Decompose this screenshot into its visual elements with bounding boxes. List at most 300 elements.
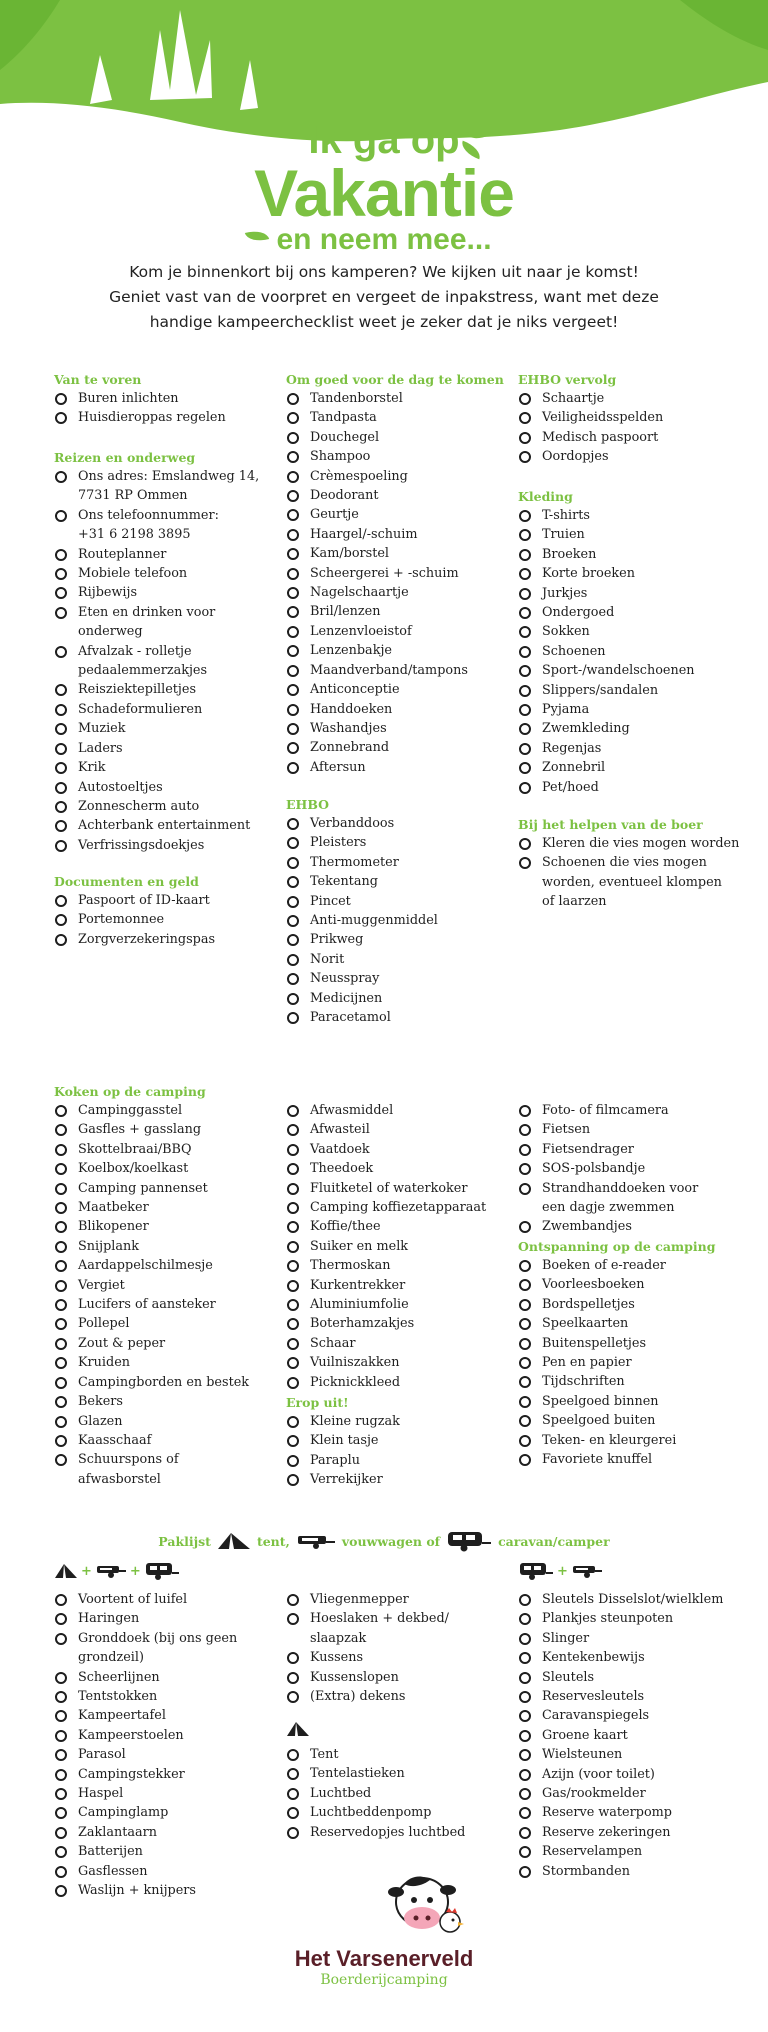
checklist-item-label: Fietsendrager (542, 1141, 634, 1157)
checklist-item[interactable] (286, 1295, 516, 1314)
checklist-item[interactable] (518, 1590, 748, 1609)
intro-line: Kom je binnenkort bij ons kamperen? We kijken uit naar je komst! (129, 263, 639, 281)
checklist-item-label: Aardappelschilmesje (78, 1258, 213, 1274)
checklist-item[interactable] (286, 583, 516, 602)
checklist-item-label: een dagje zwemmen (542, 1200, 675, 1216)
checklist (518, 1590, 748, 1881)
checklist-item-label: Douchegel (310, 429, 380, 445)
checklist-item[interactable] (286, 447, 516, 466)
checklist-item-label: Pincet (310, 893, 351, 909)
section-title: Documenten en geld (54, 874, 199, 889)
checklist-item[interactable] (54, 1431, 284, 1450)
checklist-item-label: Regenjas (542, 740, 602, 756)
checklist-item[interactable] (286, 428, 516, 447)
checklist-item[interactable] (54, 1881, 284, 1900)
checklist-item-label: Verfrissingsdoekjes (78, 837, 205, 853)
checklist-item[interactable] (54, 1706, 284, 1725)
checklist-item-label: Broeken (542, 546, 597, 562)
checklist-item-label: Luchtbed (310, 1785, 372, 1801)
section-title: Erop uit! (286, 1395, 349, 1410)
section-uitstapjes (518, 1101, 748, 1237)
checklist-item[interactable] (286, 680, 516, 699)
checklist-item-label: Anticonceptie (310, 682, 400, 698)
brand-subtitle: Boerderijcamping (320, 1972, 448, 1988)
section-paklijst-caravan (518, 1590, 748, 1881)
checklist-item[interactable] (286, 408, 516, 427)
checklist-item-label: Speelgoed binnen (542, 1393, 659, 1409)
checklist-item[interactable] (54, 910, 284, 929)
checklist-item-label: Ondergoed (542, 605, 615, 621)
checklist-item[interactable] (54, 506, 284, 545)
checklist (518, 834, 748, 912)
checklist-item[interactable] (286, 1314, 516, 1333)
checklist-item[interactable] (54, 1629, 284, 1668)
checklist-item-label: Zonnebrand (310, 740, 390, 756)
checklist-item[interactable] (286, 1745, 516, 1764)
checklist-item-label: Zaklantaarn (78, 1824, 157, 1840)
checklist-item[interactable] (518, 1217, 748, 1236)
section-title: Koken op de camping (54, 1084, 206, 1099)
checklist-item[interactable] (518, 545, 748, 564)
checklist-item-label: Maatbeker (78, 1200, 149, 1216)
checklist-item[interactable] (54, 1237, 284, 1256)
checklist-item[interactable] (54, 545, 284, 564)
checklist-item[interactable] (286, 564, 516, 583)
checklist-item[interactable] (54, 700, 284, 719)
checklist-item[interactable] (286, 1609, 516, 1648)
checklist-item[interactable] (286, 700, 516, 719)
checklist-item[interactable] (286, 1008, 516, 1027)
checklist-item-label: Schoenen die vies mogen (542, 855, 707, 871)
checklist-item[interactable] (518, 1803, 748, 1822)
checklist (286, 1745, 516, 1842)
checklist-item-label: Sleutels (542, 1669, 595, 1685)
section-title: Om goed voor de dag te komen (286, 372, 504, 387)
checklist-item[interactable] (518, 1431, 748, 1450)
checklist-item-label: Bordspelletjes (542, 1296, 635, 1312)
checklist-item[interactable] (54, 408, 284, 427)
checklist-item[interactable] (286, 758, 516, 777)
checklist-item[interactable] (54, 1159, 284, 1178)
section-erop-uit (286, 1393, 516, 1490)
checklist-item[interactable] (54, 1334, 284, 1353)
checklist-item[interactable] (54, 583, 284, 602)
checklist-item-label: Kleren die vies mogen worden (542, 836, 740, 851)
checklist-item-label: Glazen (78, 1413, 123, 1429)
checklist-item-label: Foto- of filmcamera (542, 1103, 669, 1118)
brand-logo (0, 1946, 768, 1988)
checklist (518, 389, 748, 467)
checklist-item[interactable] (518, 853, 748, 911)
checklist-item-label: Parasol (78, 1747, 126, 1763)
section-title: Kleding (518, 489, 573, 504)
checklist-item[interactable] (518, 700, 748, 719)
checklist-item-label: Krik (78, 760, 106, 776)
checklist-item-label: Boterhamzakjes (310, 1316, 415, 1332)
checklist-item[interactable] (54, 836, 284, 855)
checklist-item[interactable] (54, 1198, 284, 1217)
checklist-item-label: Vliegenmepper (310, 1592, 409, 1607)
checklist-item[interactable] (286, 1179, 516, 1198)
checklist-item[interactable] (54, 1256, 284, 1275)
intro-line: handige kampeerchecklist weet je zeker dat je niks vergeet! (149, 313, 619, 331)
checklist-item[interactable] (54, 719, 284, 738)
checklist-item[interactable] (54, 1450, 284, 1489)
checklist-item[interactable] (518, 1256, 748, 1275)
all-types-icons (54, 1562, 180, 1580)
checklist-item[interactable] (518, 758, 748, 777)
checklist-item[interactable] (54, 603, 284, 642)
checklist-item[interactable] (286, 602, 516, 621)
checklist-item-label: Truien (542, 527, 585, 543)
checklist-item-label: Klein tasje (310, 1433, 379, 1449)
title-line-1: Ik ga op (308, 118, 460, 162)
section-title: Ontspanning op de camping (518, 1239, 716, 1254)
checklist-item-label: Medisch paspoort (542, 429, 659, 445)
checklist-item[interactable] (286, 892, 516, 911)
checklist (286, 1412, 516, 1490)
checklist-item[interactable] (518, 661, 748, 680)
checklist-item[interactable] (54, 1179, 284, 1198)
checklist-item-label: Kam/borstel (310, 546, 390, 562)
checklist-item-label: Norit (310, 951, 345, 967)
checklist-item-label: Schaar (310, 1335, 356, 1351)
checklist-item[interactable] (518, 447, 748, 466)
checklist-item[interactable] (286, 1101, 516, 1120)
section-van-te-voren (54, 370, 284, 428)
checklist-item-label: Zonnebril (542, 760, 606, 776)
section-paklijst-slapen (286, 1590, 516, 1706)
checklist-item[interactable] (54, 1687, 284, 1706)
checklist-item[interactable] (518, 681, 748, 700)
checklist (286, 389, 516, 777)
checklist-item[interactable] (54, 1412, 284, 1431)
section-reizen-en-onderweg (54, 448, 284, 855)
checklist-item-label: Favoriete knuffel (542, 1452, 653, 1468)
checklist (518, 506, 748, 797)
checklist-item[interactable] (518, 1823, 748, 1842)
checklist-item-label: Tentelastieken (310, 1766, 405, 1782)
checklist-item[interactable] (54, 816, 284, 835)
checklist-item[interactable] (286, 853, 516, 872)
checklist-item-label: afwasborstel (78, 1471, 161, 1487)
checklist-item[interactable] (286, 544, 516, 563)
checklist-item[interactable] (518, 408, 748, 427)
checklist-item-label: Handdoeken (310, 701, 393, 717)
checklist-item[interactable] (518, 1372, 748, 1391)
checklist-item-label: Reserve zekeringen (542, 1824, 671, 1840)
checklist-item[interactable] (286, 950, 516, 969)
checklist-item[interactable] (54, 467, 284, 506)
checklist-item[interactable] (54, 1745, 284, 1764)
checklist-item[interactable] (286, 930, 516, 949)
checklist-item[interactable] (518, 1842, 748, 1861)
checklist-item[interactable] (518, 719, 748, 738)
checklist-item-label: Afvalzak - rolletje (78, 643, 192, 659)
checklist-item-label: Afwasmiddel (310, 1103, 394, 1118)
checklist-item[interactable] (286, 1648, 516, 1667)
checklist-item-label: Pollepel (78, 1316, 130, 1332)
checklist-item[interactable] (54, 680, 284, 699)
checklist-item[interactable] (286, 1256, 516, 1275)
checklist-item[interactable] (518, 506, 748, 525)
checklist-item[interactable] (54, 1862, 284, 1881)
checklist-item[interactable] (286, 1668, 516, 1687)
checklist-item[interactable] (518, 739, 748, 758)
checklist-item-label: Camping pannenset (78, 1180, 208, 1196)
title-line-3: en neem mee... (276, 223, 492, 256)
checklist-item-label: Plankjes steunpoten (542, 1611, 674, 1627)
checklist-item[interactable] (518, 1101, 748, 1120)
checklist (286, 1590, 516, 1706)
checklist-item[interactable] (286, 1470, 516, 1489)
checklist-item[interactable] (54, 739, 284, 758)
checklist-item-label: Pen en papier (542, 1355, 632, 1371)
checklist-item[interactable] (518, 1120, 748, 1139)
checklist-item[interactable] (54, 1803, 284, 1822)
checklist-item[interactable] (518, 1334, 748, 1353)
checklist-item[interactable] (286, 622, 516, 641)
section-paklijst-tent (286, 1745, 516, 1842)
checklist-item[interactable] (54, 778, 284, 797)
checklist-item[interactable] (518, 1668, 748, 1687)
checklist-item[interactable] (54, 1120, 284, 1139)
checklist-item-label: Slippers/sandalen (542, 682, 659, 698)
section-kleding (518, 487, 748, 797)
checklist-item[interactable] (518, 1159, 748, 1178)
checklist-item[interactable] (518, 1275, 748, 1294)
checklist-item[interactable] (518, 1411, 748, 1430)
intro-line: Geniet vast van de voorpret en vergeet de inpakstress, want met deze (109, 288, 659, 306)
checklist-item[interactable] (286, 1784, 516, 1803)
checklist-item-label: Washandjes (310, 720, 387, 736)
checklist-item[interactable] (54, 1784, 284, 1803)
checklist-item[interactable] (286, 1334, 516, 1353)
checklist-item-label: Kampeertafel (78, 1708, 166, 1724)
checklist-item[interactable] (286, 1764, 516, 1783)
checklist-item[interactable] (286, 486, 516, 505)
checklist-item[interactable] (518, 564, 748, 583)
checklist-item-label: Campingstekker (78, 1766, 185, 1782)
checklist-item-label: Reservesleutels (542, 1689, 645, 1705)
checklist-item-label: Camping koffiezetapparaat (310, 1200, 487, 1216)
checklist-item[interactable] (286, 989, 516, 1008)
checklist-item[interactable] (286, 1823, 516, 1842)
checklist-item[interactable] (286, 661, 516, 680)
checklist-item-label: Fietsen (542, 1122, 591, 1138)
section-title: EHBO vervolg (518, 372, 617, 387)
tent-only-icons (286, 1721, 310, 1737)
checklist-item-label: Kleine rugzak (310, 1414, 400, 1429)
checklist-item[interactable] (54, 930, 284, 949)
checklist-item-label: Lenzenbakje (310, 643, 392, 659)
checklist-item[interactable] (286, 814, 516, 833)
checklist-item-label: Stormbanden (542, 1863, 630, 1879)
checklist-item-label: Speelgoed buiten (542, 1413, 656, 1429)
checklist-item[interactable] (286, 1237, 516, 1256)
checklist-item[interactable] (286, 641, 516, 660)
checklist-item-label: Haargel/-schuim (310, 526, 418, 542)
checklist-item[interactable] (518, 1726, 748, 1745)
checklist-item[interactable] (54, 1609, 284, 1628)
checklist-item-label: Neusspray (310, 971, 380, 987)
paklijst-tent-label: tent, (256, 1533, 290, 1549)
checklist-item-label: Aluminiumfolie (310, 1297, 409, 1313)
checklist-item[interactable] (54, 1140, 284, 1159)
checklist-item[interactable] (518, 1629, 748, 1648)
checklist-item[interactable] (54, 564, 284, 583)
caravan-icon (446, 1530, 492, 1552)
checklist-item[interactable] (518, 1140, 748, 1159)
checklist-item-label: T-shirts (542, 508, 590, 523)
checklist-item[interactable] (54, 1373, 284, 1392)
checklist-item-label: Haringen (78, 1611, 140, 1627)
checklist-item-label: Kruiden (78, 1355, 131, 1371)
checklist-item[interactable] (286, 1198, 516, 1217)
checklist-item[interactable] (54, 389, 284, 408)
checklist-item[interactable] (54, 1276, 284, 1295)
checklist-item[interactable] (54, 797, 284, 816)
checklist-item-label: Tent (310, 1747, 339, 1762)
checklist-item[interactable] (286, 1373, 516, 1392)
checklist-item[interactable] (286, 1120, 516, 1139)
checklist-item-label: Eten en drinken voor (78, 604, 216, 620)
checklist-item-label: Reserve waterpomp (542, 1805, 672, 1821)
checklist-item[interactable] (286, 1353, 516, 1372)
checklist-item[interactable] (286, 1276, 516, 1295)
checklist-item[interactable] (54, 891, 284, 910)
checklist-item-label: Muziek (78, 721, 126, 737)
checklist-item[interactable] (286, 833, 516, 852)
checklist-item[interactable] (286, 1687, 516, 1706)
checklist-item-label: grondzeil) (78, 1650, 144, 1666)
checklist-item-label: Vergiet (78, 1277, 125, 1293)
checklist-item[interactable] (518, 1784, 748, 1803)
checklist-item[interactable] (54, 1295, 284, 1314)
checklist (54, 389, 284, 428)
checklist-item[interactable] (286, 505, 516, 524)
checklist-item-label: Theedoek (310, 1161, 374, 1177)
checklist-item[interactable] (518, 622, 748, 641)
checklist-item-label: Fluitketel of waterkoker (310, 1180, 468, 1196)
checklist-item[interactable] (286, 911, 516, 930)
checklist-item[interactable] (286, 1412, 516, 1431)
section-om-goed-voor-de-dag (286, 370, 516, 777)
checklist-item[interactable] (286, 969, 516, 988)
checklist-item[interactable] (54, 1217, 284, 1236)
checklist-item[interactable] (518, 1862, 748, 1881)
checklist-item[interactable] (518, 834, 748, 853)
checklist-item[interactable] (54, 1392, 284, 1411)
checklist-item[interactable] (286, 1217, 516, 1236)
checklist-item[interactable] (286, 1431, 516, 1450)
checklist-item[interactable] (54, 758, 284, 777)
checklist-item[interactable] (54, 1353, 284, 1372)
checklist-item-label: Batterijen (78, 1844, 143, 1860)
checklist-item[interactable] (518, 1706, 748, 1725)
checklist-item[interactable] (54, 1842, 284, 1861)
checklist-item-label: Sleutels Disselslot/wielklem (542, 1592, 724, 1607)
checklist-item[interactable] (286, 738, 516, 757)
checklist-item[interactable] (518, 778, 748, 797)
checklist-item[interactable] (54, 1590, 284, 1609)
checklist-item-label: Gasflessen (78, 1863, 148, 1879)
checklist-item[interactable] (54, 1726, 284, 1745)
checklist-item[interactable] (518, 1765, 748, 1784)
checklist-item[interactable] (286, 389, 516, 408)
checklist-item[interactable] (518, 1353, 748, 1372)
checklist-item-label: Shampoo (310, 449, 371, 465)
checklist-item[interactable] (518, 1687, 748, 1706)
checklist-item[interactable] (54, 1101, 284, 1120)
checklist-item[interactable] (54, 1314, 284, 1333)
checklist-item[interactable] (286, 1159, 516, 1178)
checklist-item[interactable] (518, 428, 748, 447)
checklist-item[interactable] (518, 603, 748, 622)
checklist-item-label: Autostoeltjes (78, 779, 163, 795)
checklist-item[interactable] (518, 584, 748, 603)
caravan-trailer-icons (518, 1562, 603, 1580)
checklist-item[interactable] (54, 642, 284, 681)
checklist-item[interactable] (518, 1295, 748, 1314)
checklist-item[interactable] (54, 1823, 284, 1842)
checklist-item-label: Lenzenvloeistof (310, 623, 412, 639)
checklist-item[interactable] (518, 1179, 748, 1218)
section-koken-op-de-camping (54, 1082, 284, 1489)
checklist-item-label: Mobiele telefoon (78, 566, 188, 582)
checklist (518, 1101, 748, 1237)
checklist-item[interactable] (286, 719, 516, 738)
paklijst-label: Paklijst (158, 1533, 211, 1549)
checklist-item[interactable] (518, 525, 748, 544)
checklist-item-label: Tandenborstel (310, 391, 403, 406)
checklist-item-label: Scheerlijnen (78, 1669, 160, 1685)
checklist-item[interactable] (286, 525, 516, 544)
checklist-item[interactable] (286, 1451, 516, 1470)
checklist-item-label: Pet/hoed (542, 779, 599, 795)
checklist-item-label: Thermoskan (310, 1258, 391, 1274)
checklist-item-label: Boeken of e-reader (542, 1258, 666, 1273)
checklist-item-label: Laders (78, 740, 123, 756)
checklist-item[interactable] (286, 1140, 516, 1159)
checklist-item[interactable] (286, 872, 516, 891)
checklist-item[interactable] (518, 642, 748, 661)
checklist-item[interactable] (54, 1668, 284, 1687)
checklist-item[interactable] (286, 1590, 516, 1609)
checklist-item[interactable] (518, 1609, 748, 1628)
checklist-item-label: Vuilniszakken (310, 1355, 400, 1371)
checklist-item-label: Blikopener (78, 1219, 149, 1235)
checklist-item-label: Gas/rookmelder (542, 1786, 646, 1802)
checklist-item-label: Reservelampen (542, 1844, 643, 1860)
checklist-item[interactable] (286, 467, 516, 486)
section-koken-vervolg (286, 1101, 516, 1392)
title-line-2: Vakantie (254, 156, 514, 230)
checklist-item[interactable] (286, 1803, 516, 1822)
checklist (286, 814, 516, 1027)
checklist-item[interactable] (518, 1745, 748, 1764)
checklist-item-label: Haspel (78, 1786, 124, 1802)
checklist-item[interactable] (54, 1765, 284, 1784)
checklist-item[interactable] (518, 1648, 748, 1667)
checklist-item-label: Ons adres: Emslandweg 14, (78, 469, 260, 484)
checklist-item[interactable] (518, 1392, 748, 1411)
checklist-item[interactable] (518, 1450, 748, 1469)
checklist-item[interactable] (518, 1314, 748, 1333)
checklist-item[interactable] (518, 389, 748, 408)
checklist-item-label: Koelbox/koelkast (78, 1161, 189, 1177)
checklist-item-label: Skottelbraai/BBQ (78, 1141, 192, 1157)
